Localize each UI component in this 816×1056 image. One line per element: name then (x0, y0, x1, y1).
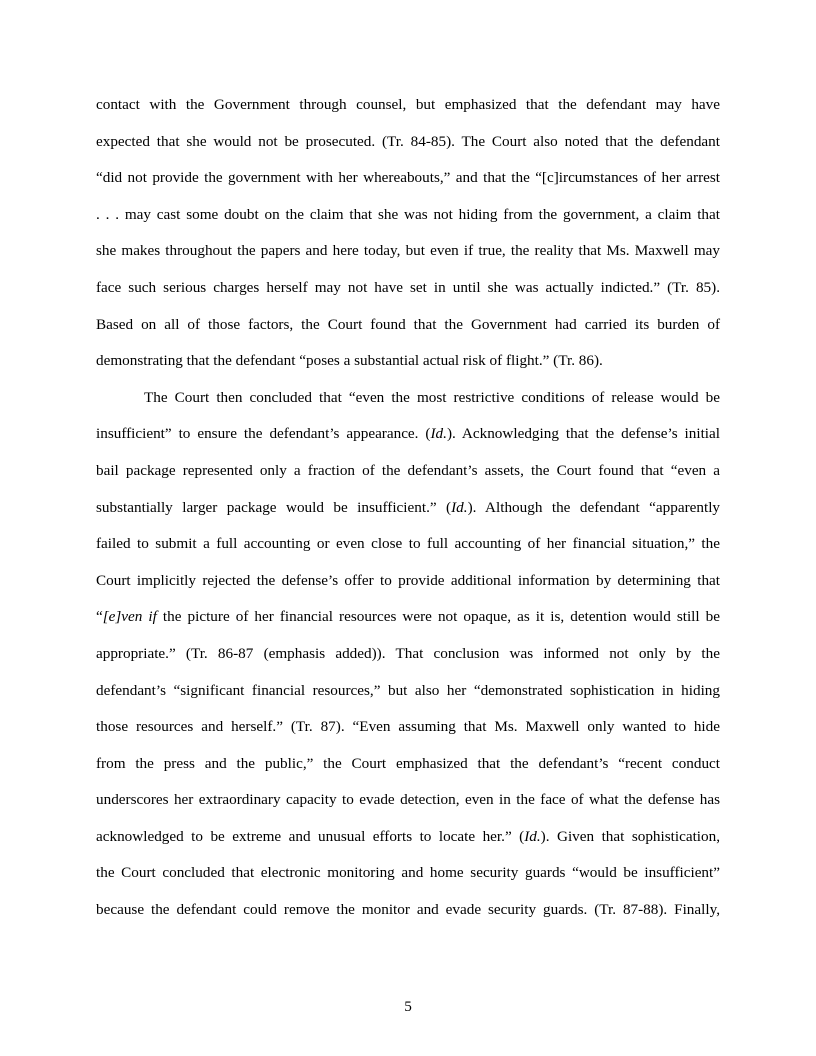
text-line: because the defendant could remove the monitor and evade security guards. (Tr. 87-88). Finally, (96, 901, 720, 919)
text-line: those resources and herself.” (Tr. 87). “Even assuming that Ms. Maxwell only wanted to hide (96, 718, 720, 736)
body-text (96, 94, 720, 936)
text-line: she makes throughout the papers and here today, but even if true, the reality that Ms. Maxwell may (96, 242, 720, 260)
text-line: acknowledged to be extreme and unusual efforts to locate her.” (Id.). Given that sophistication, (96, 827, 720, 845)
text-line: insufficient” to ensure the defendant’s appearance. (Id.). Acknowledging that the defense’s initial (96, 425, 720, 443)
text-line: Based on all of those factors, the Court found that the Government had carried its burden of (96, 315, 720, 333)
text-line: the Court concluded that electronic monitoring and home security guards “would be insufficient” (96, 864, 720, 882)
page-number: 5 (404, 998, 412, 1015)
text-line: demonstrating that the defendant “poses a substantial actual risk of flight.” (Tr. 86). (96, 352, 603, 370)
text-line: Court implicitly rejected the defense’s offer to provide additional information by determining that (96, 571, 720, 589)
text-line: failed to submit a full accounting or even close to full accounting of her financial situation,” the (96, 535, 720, 553)
text-line: “did not provide the government with her whereabouts,” and that the “[c]ircumstances of her arrest (96, 169, 720, 187)
text-line: substantially larger package would be insufficient.” (Id.). Although the defendant “apparently (96, 498, 721, 516)
text-line: underscores her extraordinary capacity to evade detection, even in the face of what the defense has (96, 791, 720, 809)
text-line: contact with the Government through counsel, but emphasized that the defendant may have (96, 96, 720, 113)
text-line: expected that she would not be prosecuted. (Tr. 84-85). The Court also noted that the defendant (96, 132, 720, 150)
text-line: defendant’s “significant financial resources,” but also her “demonstrated sophistication in hiding (96, 681, 720, 699)
text-line: bail package represented only a fraction of the defendant’s assets, the Court found that “even a (96, 461, 720, 479)
text-line: . . . may cast some doubt on the claim that she was not hiding from the government, a claim that (96, 205, 720, 223)
text-line: The Court then concluded that “even the most restrictive conditions of release would be (144, 388, 720, 406)
text-line: “[e]ven if the picture of her financial resources were not opaque, as it is, detention would still be (96, 608, 720, 626)
text-line: from the press and the public,” the Court emphasized that the defendant’s “recent conduct (96, 754, 720, 772)
text-line: appropriate.” (Tr. 86-87 (emphasis added)). That conclusion was informed not only by the (96, 644, 720, 662)
text-line: face such serious charges herself may not have set in until she was actually indicted.” (Tr. 85). (96, 278, 720, 296)
